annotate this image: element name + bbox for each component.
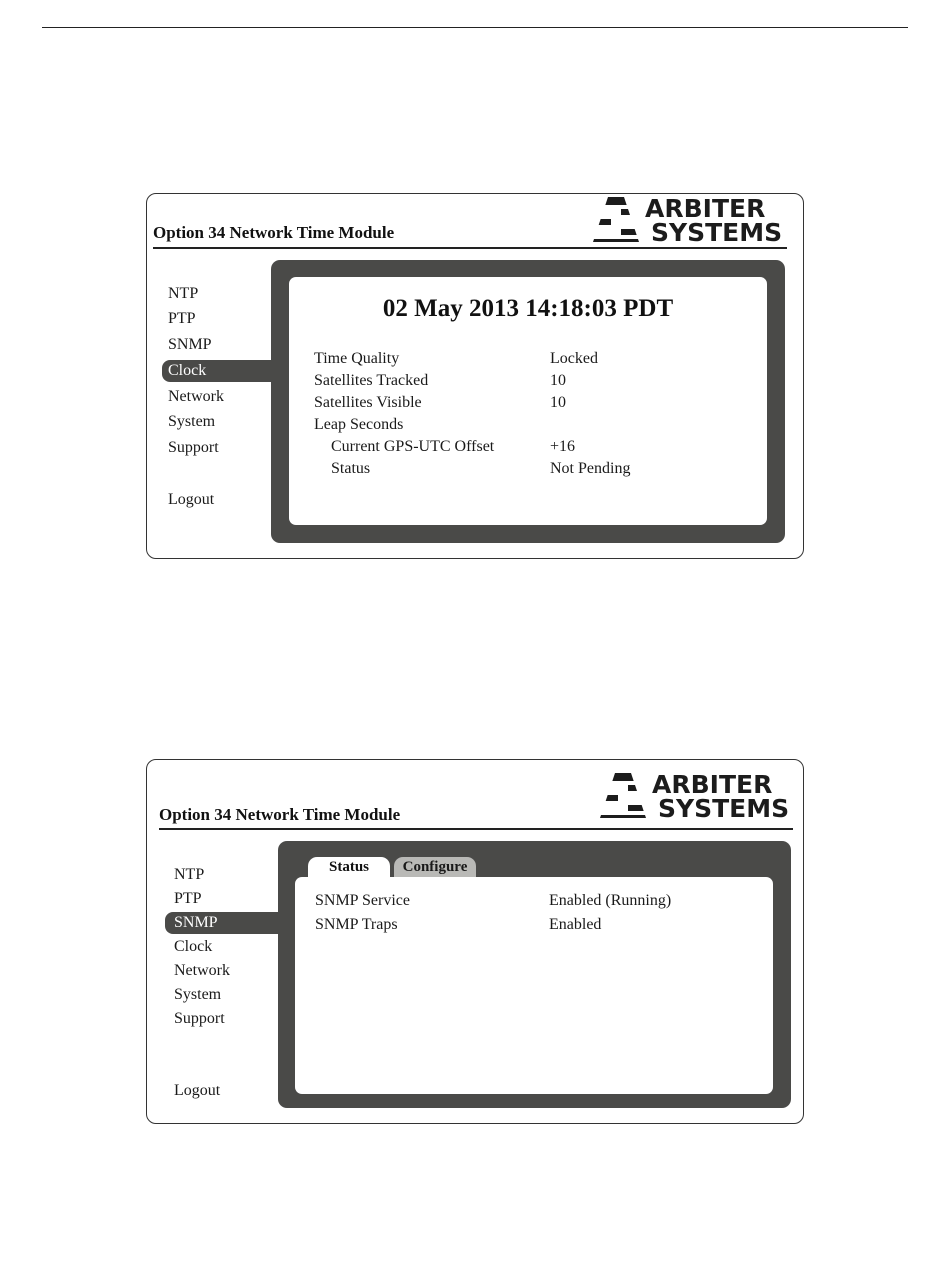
tab-configure[interactable]: Configure (394, 857, 476, 877)
sidebar-item-ptp[interactable]: PTP (174, 890, 202, 907)
content-area (295, 877, 773, 1094)
sidebar-item-network[interactable]: Network (174, 962, 230, 979)
content-frame (271, 260, 785, 543)
label-satellites-visible: Satellites Visible (314, 394, 422, 411)
arbiter-systems-logo (591, 194, 783, 247)
value-gps-utc-offset: +16 (550, 438, 576, 455)
sidebar-item-clock[interactable]: Clock (162, 360, 288, 382)
sidebar-item-support[interactable]: Support (168, 439, 219, 456)
logo-word-arbiter: ARBITER (645, 194, 766, 223)
content-area (289, 277, 767, 525)
arbiter-systems-logo (598, 770, 790, 823)
current-datetime: 02 May 2013 14:18:03 PDT (382, 295, 674, 322)
value-time-quality: Locked (550, 350, 598, 367)
snmp-panel (146, 759, 804, 1124)
sidebar-item-network[interactable]: Network (168, 388, 224, 405)
page-title: Option 34 Network Time Module (153, 223, 395, 242)
value-satellites-visible: 10 (550, 394, 566, 411)
label-snmp-service: SNMP Service (315, 892, 410, 909)
label-leap-seconds: Leap Seconds (314, 416, 404, 433)
sidebar-item-ptp[interactable]: PTP (168, 310, 196, 327)
page-top-rule (42, 27, 908, 28)
label-snmp-traps: SNMP Traps (315, 916, 398, 933)
tab-status[interactable]: Status (308, 857, 390, 877)
clock-panel (146, 193, 804, 559)
label-satellites-tracked: Satellites Tracked (314, 372, 429, 389)
content-frame (278, 841, 791, 1108)
logo-word-arbiter: ARBITER (652, 770, 773, 799)
page-title: Option 34 Network Time Module (159, 805, 401, 824)
sidebar-item-clock[interactable]: Clock (174, 938, 213, 955)
title-rule (153, 247, 787, 249)
sidebar-item-support[interactable]: Support (174, 1010, 225, 1027)
logo-word-systems: SYSTEMS (658, 794, 790, 823)
title-rule (159, 828, 793, 830)
arbiter-logo-icon (598, 772, 648, 820)
sidebar-item-ntp[interactable]: NTP (174, 866, 205, 883)
value-satellites-tracked: 10 (550, 372, 566, 389)
logout-link[interactable]: Logout (168, 491, 215, 508)
logout-link[interactable]: Logout (174, 1082, 221, 1099)
label-time-quality: Time Quality (314, 350, 400, 367)
logo-word-systems: SYSTEMS (651, 218, 783, 247)
value-leap-status: Not Pending (550, 460, 631, 477)
arbiter-logo-icon (591, 196, 641, 244)
sidebar-item-system[interactable]: System (168, 413, 216, 430)
value-snmp-service: Enabled (Running) (549, 892, 672, 909)
sidebar-item-snmp[interactable]: SNMP (165, 912, 295, 934)
sidebar-item-ntp[interactable]: NTP (168, 285, 199, 302)
sidebar-item-snmp[interactable]: SNMP (168, 336, 212, 353)
label-gps-utc-offset: Current GPS-UTC Offset (331, 438, 495, 455)
value-snmp-traps: Enabled (549, 916, 602, 933)
sidebar-item-system[interactable]: System (174, 986, 222, 1003)
label-leap-status: Status (331, 460, 371, 477)
